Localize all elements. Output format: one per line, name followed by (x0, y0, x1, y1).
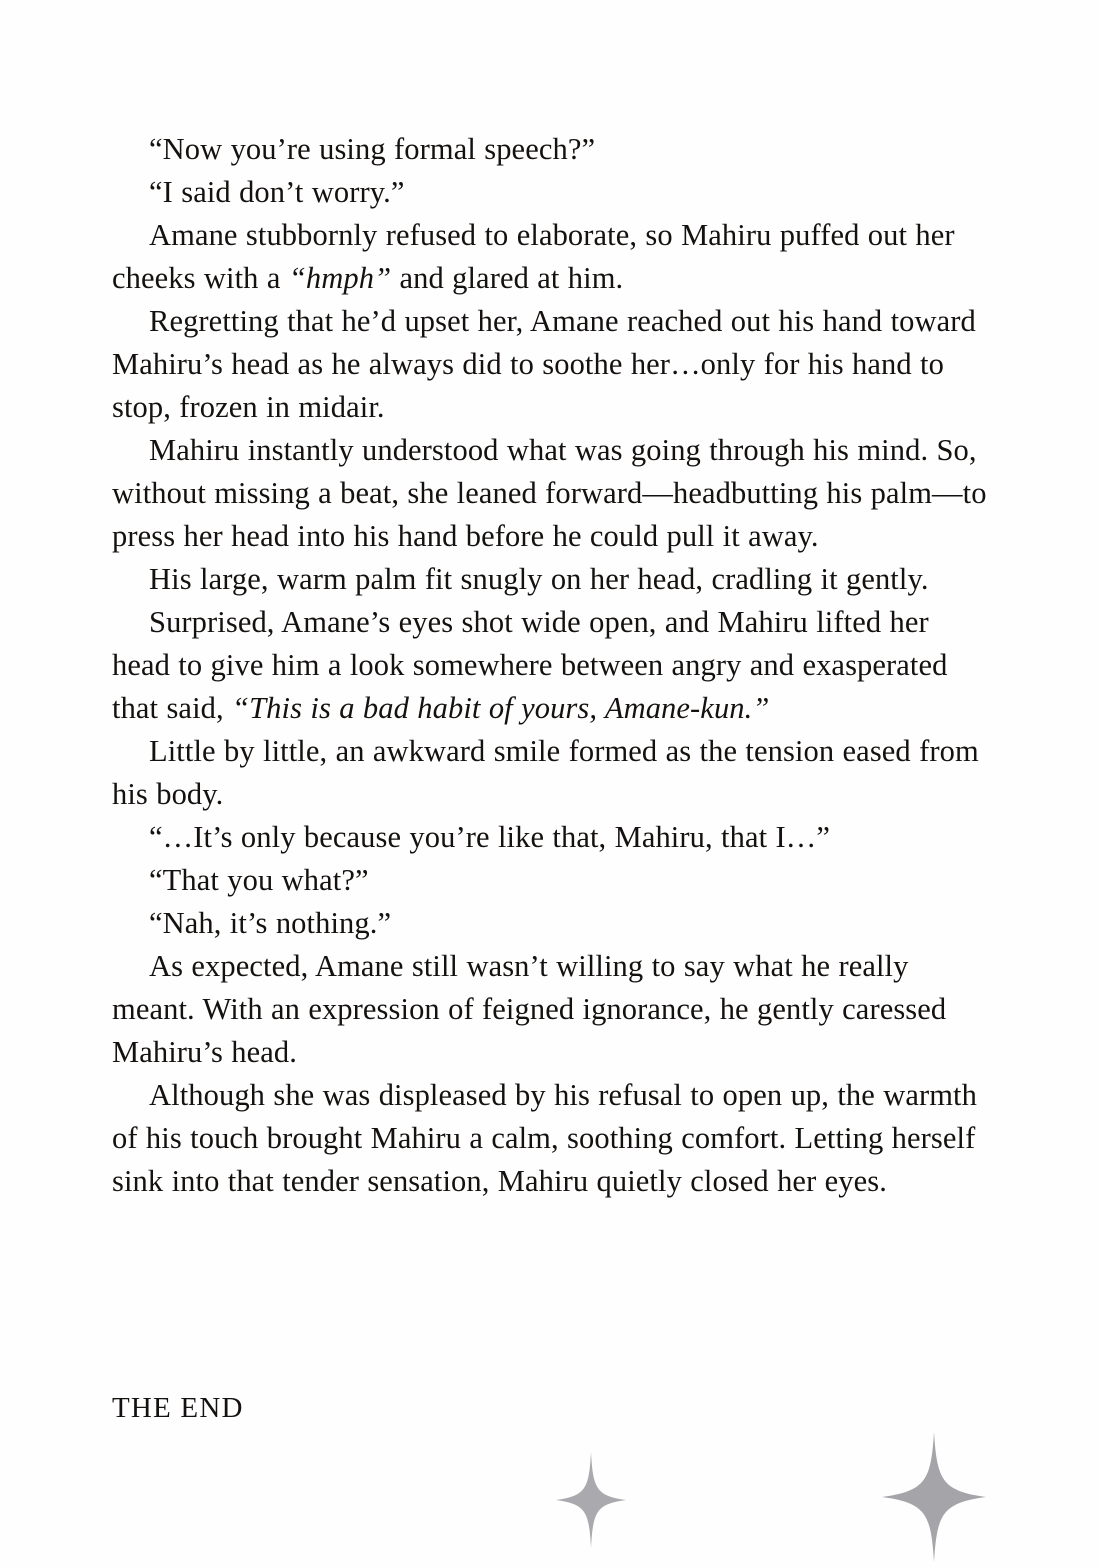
paragraph: “Now you’re using formal speech?” (149, 132, 596, 166)
paragraph: “That you what?” (149, 863, 369, 897)
paragraph (112, 601, 988, 730)
italic-phrase: “This is a bad habit of yours, Amane-kun.” (232, 691, 770, 725)
paragraph: “…It’s only because you’re like that, Mahiru, that I…” (149, 820, 830, 854)
the-end-label: THE END (112, 1392, 244, 1424)
paragraph: As expected, Amane still wasn’t willing to say what he really meant. With an expression of feigned ignorance, he gently caressed Mahiru’s head. (112, 949, 947, 1069)
paragraph-text-part: Amane stubbornly refused to elaborate, so Mahiru puffed out her cheeks with a (112, 218, 955, 295)
paragraph: Little by little, an awkward smile formed as the tension eased from his body. (112, 734, 979, 811)
paragraph: His large, warm palm fit snugly on her head, cradling it gently. (149, 562, 929, 596)
paragraph: “Nah, it’s nothing.” (149, 906, 392, 940)
paragraph-text-part: Surprised, Amane’s eyes shot wide open, and Mahiru lifted her head to give him a look somewhere between angry and exasperated that said, (112, 605, 948, 725)
paragraph: Mahiru instantly understood what was going through his mind. So, without missing a beat, she leaned forward—headbutting his palm—to press her head into his hand before he could pull it away. (112, 433, 987, 553)
paragraph: “I said don’t worry.” (149, 175, 405, 209)
paragraph (112, 214, 988, 300)
sparkle-icon (556, 1452, 626, 1548)
paragraph: Regretting that he’d upset her, Amane reached out his hand toward Mahiru’s head as he always did to soothe her…only for his hand to stop, frozen in midair. (112, 304, 976, 424)
paragraph: Although she was displeased by his refusal to open up, the warmth of his touch brought Mahiru a calm, soothing comfort. Letting herself sink into that tender sensation, Mahiru quietly closed her eyes. (112, 1078, 977, 1198)
sparkle-icon (882, 1432, 986, 1562)
body-text (112, 128, 988, 1203)
paragraph-text-part: and glared at him. (391, 261, 624, 295)
italic-phrase: “hmph” (288, 261, 392, 295)
